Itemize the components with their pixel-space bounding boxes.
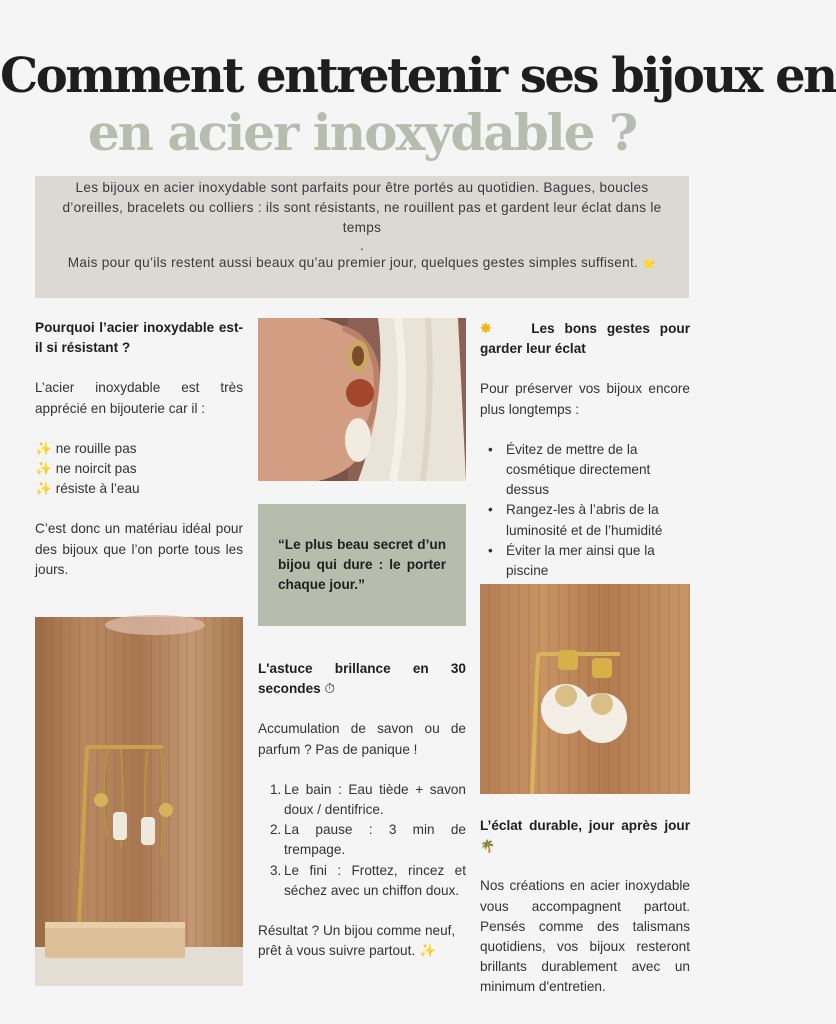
sparkle-icon: ✨ [35,481,52,497]
quote-box [258,504,466,626]
star-icon: ⭐ [642,257,657,270]
sparkle-icon: ✨ [35,461,52,477]
intro-separator: . [359,237,365,253]
list-item: ✨ ne rouille pas [35,440,137,456]
ear-earrings-photo [258,318,466,481]
why-steel-conclusion: C’est donc un matériau idéal pour des bijoux que l’on porte tous les jours. [35,521,243,577]
list-item: 2. La pause : 3 min de trempage. [270,822,466,858]
list-item: ✨ ne noircit pas [35,461,137,477]
sparkle-icon: ✨ [418,943,436,959]
intro-paragraph-1: Les bijoux en acier inoxydable sont parfaits pour être portés au quotidien. Bagues, boucles d’oreilles, bracelets ou colliers : ils sont résistants, ne rouillent pas et gardent leur éclat dans le temps [62,180,662,236]
habits-list [480,440,690,581]
palm-tree-icon: 🌴 [480,839,495,854]
shine-steps-list [258,780,466,901]
list-item: • Rangez-les à l’abris de la luminosité et de l’humidité [506,500,690,540]
sun-icon: ✸ [480,320,492,336]
intro-box [35,176,689,298]
list-item: • Évitez de mettre de la cosmétique directement dessus [506,440,690,501]
why-steel-heading: Pourquoi l’acier inoxydable est-il si résistant ? [35,320,243,356]
page-title-line2: en acier inoxydable ? [87,103,637,162]
column-why-steel [35,318,243,580]
quote-text: “Le plus beau secret d’un bijou qui dure : le porter chaque jour.” [278,536,446,593]
column-shine-tip [258,659,466,961]
column-good-habits [480,318,690,581]
sparkle-icon: ✨ [35,440,52,456]
list-item: 1. Le bain : Eau tiède + savon doux / dentifrice. [270,781,466,818]
column-lasting-shine [480,816,690,998]
lasting-shine-heading: L’éclat durable, jour après jour 🌴 [480,818,690,854]
timer-icon: ⏱ [324,681,336,697]
lasting-shine-text: Nos créations en acier inoxydable vous accompagnent partout. Pensés comme des talismans quotidiens, vos bijoux resteront brillants durablement avec un minimum d'entretien. [480,878,690,995]
good-habits-intro: Pour préserver vos bijoux encore plus longtemps : [480,381,690,417]
list-item: ✨ résiste à l’eau [35,481,140,497]
why-steel-intro: L’acier inoxydable est très apprécié en bijouterie car il : [35,380,243,416]
good-habits-heading: ✸ Les bons gestes pour garder leur éclat [480,320,690,357]
properties-list [35,439,243,500]
list-item: 3. Le fini : Frottez, rincez et séchez avec un chiffon doux. [270,862,466,898]
earring-stand-photo [35,617,243,986]
list-item: • Éviter la mer ainsi que la piscine [506,541,690,581]
shine-tip-heading: L'astuce brillance en 30 secondes ⏱ [258,661,466,697]
intro-paragraph-2: Mais pour qu’ils restent aussi beaux qu’au premier jour, quelques gestes simples suffisent. ⭐ [67,254,657,270]
shell-earrings-photo [480,584,690,794]
page-title-line1: Comment entretenir ses bijoux en [0,48,836,104]
shine-tip-intro: Accumulation de savon ou de parfum ? Pas de panique ! [258,721,466,757]
shine-tip-result: Résultat ? Un bijou comme neuf, prêt à vous suivre partout. ✨ [258,923,456,959]
